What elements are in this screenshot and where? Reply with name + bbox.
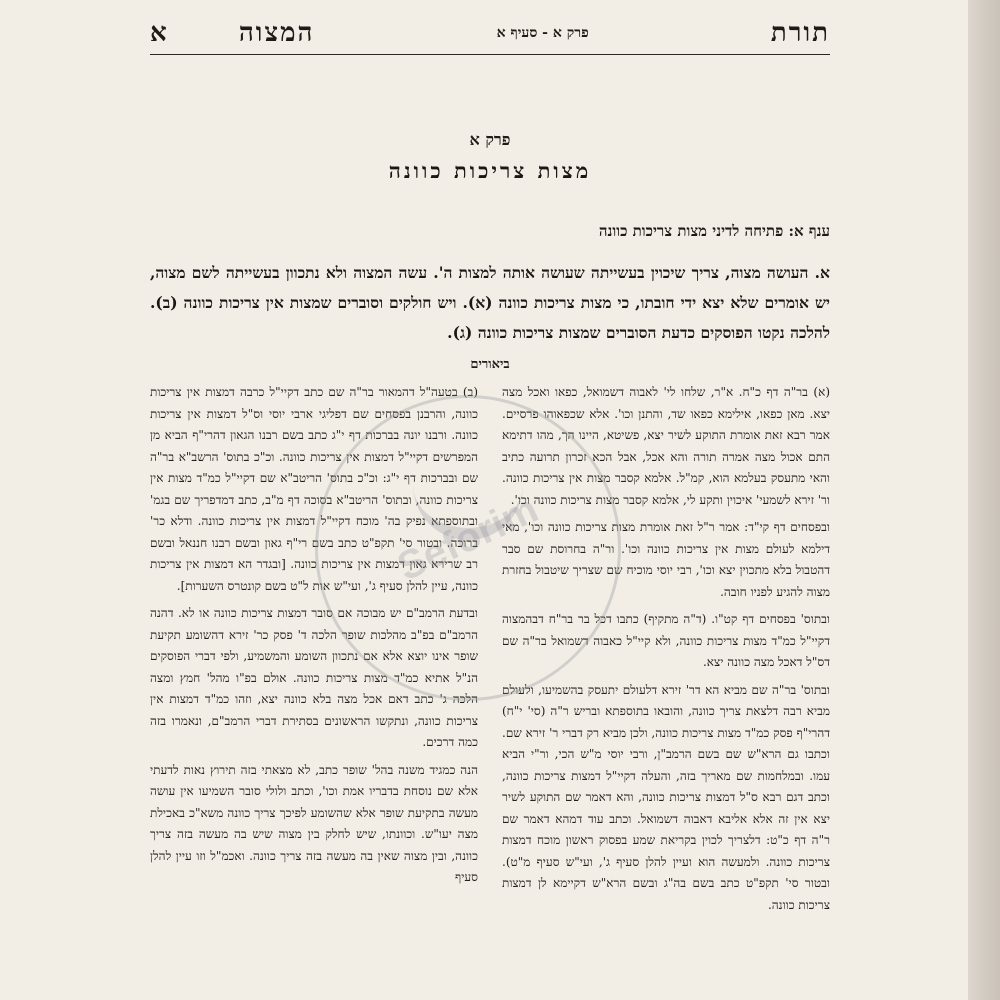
running-head-book-title: תורת (770, 18, 830, 48)
commentary-right-column (502, 382, 830, 982)
chapter-title: מצות צריכות כוונה (388, 158, 592, 183)
commentary-paragraph: (א) בר"ה דף כ"ח. א"ר, שלחו לי' לאבוה דשמואל, כפאו ואכל מצה יצא. מאן כפאו, אילימא כפאו שד, והתנן וכו'. אלא שכפאוהו פרסיים. אמר רבא זאת אומרת התוקע לשיר יצא, פשיטא, היינו הך, מהו דתימא התם אכול מצה אמרה תורה והא אכל, אבל הכא זכרון תרועה כתיב והאי מתעסק בעלמא הוא, קמ"ל. אלמא קסבר מצות אין צריכות כוונה. ור' זירא לשמעי' איכוין ותקע לי, אלמא קסבר מצות צריכות כוונה וכו'. (502, 385, 830, 507)
header-divider (150, 54, 830, 55)
chapter-label: פרק א (469, 130, 511, 149)
commentary-paragraph: ובתוס' בר"ה שם מביא הא דר' זירא דלעולם יתעסק בהשמיעו, ולעולם מביא רבה דלצאת צריך כוונה, והובאו בתוספתא ובריש ר"ה (סי' י"ח) דהרי"ף פסק כמ"ד מצות צריכות כוונה, ולכן מביא רק דברי ר' זירא שם. וכתבו גם הרא"ש שם בשם הרמב"ן, ורבי יוסי מ"ש הכי, ור"י הביא עמו. ובמלחמות שם מאריך בזה, והעלה דקיי"ל דמצות צריכות כוונה, וכתב דגם רבא ס"ל דמצות צריכות כוונה, והא דאמר שם התוקע לשיר יצא אין זה אלא אליבא דאבוה דשמואל. וכתב עוד דמהא דאמר שם ר"ה דף כ"ט: דלצריך לכוין בקריאת שמע בפסוק ראשון מוכח דמצות צריכות כוונה. ולמעשה הוא ועיין להלן סעיף ג', ועי"ש סעיף מ"ט). ובטור סי' תקפ"ט כתב בשם בה"ג ובשם הרא"ש דקיימא לן דמצות צריכות כוונה. (502, 682, 830, 912)
commentary-heading: ביאורים (470, 357, 510, 372)
section-title: ענף א: פתיחה לדיני מצות צריכות כוונה (598, 222, 830, 240)
running-head-section-title (150, 18, 314, 48)
commentary-paragraph: ובפסחים דף קי"ד: אמר ר"ל זאת אומרת מצות צריכות כוונה וכו', מאי דילמא לעולם מצות אין צריכות כוונה וכו'. ור"ה בחרוסת שם סבר דהטבול בלא מתכוין יצא וכו', רבי יוסי מוכיח שם שצריך שיטבול בחזרת מצוה להגיע לפניו חובה. (502, 520, 830, 599)
running-head-page-letter: א (150, 18, 169, 48)
page-edge (968, 0, 1000, 1000)
running-head (150, 16, 830, 50)
watermark-text: Seforim (390, 486, 545, 590)
main-paragraph: א. העושה מצוה, צריך שיכוין בעשייתה שעושה אותה למצות ה'. עשה המצוה ולא נתכוון בעשייתה לשם מצוה, יש אומרים שלא יצא ידי חובתו, כי מצות צריכות כוונה (א). ויש חולקים וסוברים שמצות אין צריכות כוונה (ב). להלכה נקטו הפוסקים כדעת הסוברים שמצות צריכות כוונה (ג). (150, 263, 830, 342)
commentary-paragraph: הנה כמגיד משנה בהל' שופר כתב, לא מצאתי בזה תירוץ נאות לדעתי אלא שם נוסחת בדבריו אמת וכו', וכתב ולולי סובר השמיעו אין עושה מעשה בתקיעת שופר אלא שהשומע לפיכך צריך כוונה משא"כ באכילת מצה יעו"ש. וכוונתו, שיש לחלק בין מצוה שיש בה מעשה בזה צריך כוונה, ובין מצוה שאין בה מעשה בזה צריך כוונה. ואכמ"ל וזו עיין להלן סעיף (150, 762, 478, 884)
commentary-paragraph: (ב) בטעה"ל דהמאור בר"ה שם כתב דקיי"ל כרבה דמצות אין צריכות כוונה, והרבנן בפסחים שם דפליגי ארבי יוסי וס"ל דמצות אין צריכות כוונה. ורבנו יונה בברכות דף י"ג כתב בשם רבנו הגאון דהרי"ף הביא מן המפרשים דקיי"ל דמצות אין צריכות כוונה. וכ"כ בתוס' הרשב"א בר"ה שם ובברכות דף י"ג: וכ"כ בתוס' הריטב"א שם דקיי"ל כמ"ד מצות אין צריכות כוונה, ובתוס' הריטב"א בסוכה דף מ"ב, כתב דמדפריך שם בגמ' ובתוספתא נפיק בה' מוכח דקיי"ל דמצות אין צריכות כוונה. ודלא כר' ברוכה. ובטור סי' תקפ"ט כתב בשם רי"ף גאון ובשם רבנו חננאל ובשם רב שרירא גאון דמצות אין צריכות כוונה. [ובגדר הא דמצות אין צריכות כוונה, עיין להלן סעיף ג', ועי"ש אות ל"ט בשם קונטרס השערות]. (150, 385, 478, 593)
commentary-paragraph: ובדעת הרמב"ם יש מבוכה אם סובר דמצות צריכות כוונה או לא. דהנה הרמב"ם בפ"ב מהלכות שופר הלכה ד' פסק כר' זירא דהשומע תקיעת שופר אינו יוצא אלא אם נתכוון השומע והמשמיע, ולפי דברי הפוסקים הנ"ל אתיא כמ"ד מצות צריכות כוונה. אולם בפ"ו מהל' חמץ ומצה הלכה ג' כתב דאם אכל מצה בלא כוונה יצא, וזהו כמ"ד דמצות אין צריכות כוונה, ונתקשו הראשונים בסתירת דברי הרמב"ם, ונאמרו בזה כמה דרכים. (150, 606, 478, 749)
running-head-locator: פרק א - סעיף א (496, 24, 589, 41)
commentary-paragraph: ובתוס' בפסחים דף קט"ו. (ד"ה מתקיף) כתבו דכל בר בר"ח דבהמצוה דקיי"ל כמ"ד מצות צריכות כוונה, ולא קיי"ל כאבוה דשמואל בר"ה שם דס"ל דאכל מצה כוונה יצא. (502, 612, 830, 669)
running-head-section-name: המצוה (238, 18, 315, 48)
commentary-left-column (150, 382, 478, 982)
